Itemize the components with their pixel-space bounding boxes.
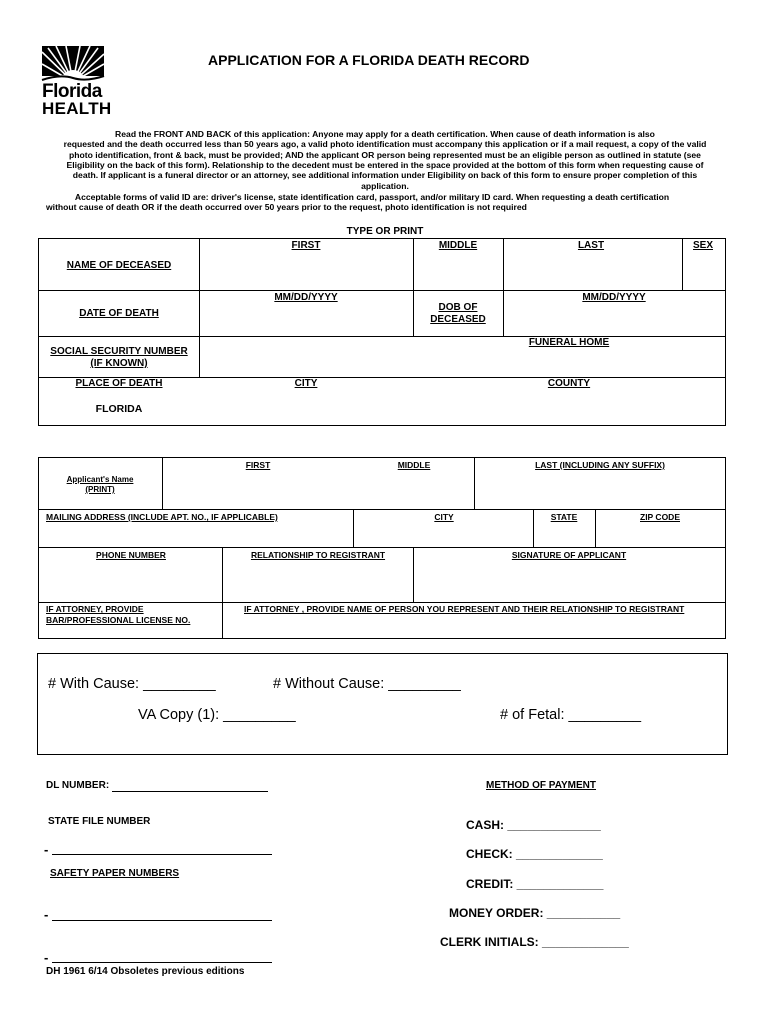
instruction-line-1: Read the FRONT AND BACK of this application: Anyone may apply for a death certification. When cause of death information is also [115,129,655,139]
signature-label: SIGNATURE OF APPLICANT [511,550,627,560]
name-of-deceased-label: NAME OF DECEASED [66,260,172,271]
phone-number-label: PHONE NUMBER [96,550,166,560]
safety-paper-line-1[interactable] [52,920,272,921]
applicant-state-input[interactable] [534,523,594,546]
applicant-name-label-line1: Applicant's Name [66,475,134,484]
place-of-death-label: PLACE OF DEATH [75,378,163,389]
applicant-zip-label: ZIP CODE [640,512,680,522]
instruction-line-6: application. [361,181,409,191]
logo-text-florida: Florida [42,81,102,102]
applicant-city-input[interactable] [354,523,532,546]
attorney-label-line1: IF ATTORNEY, PROVIDE [46,604,144,614]
instruction-line-5: death. If applicant is a funeral director or an attorney, see additional information under Eligibility on back of this form to ensure proper completion of this [72,170,698,180]
money-order-field[interactable]: MONEY ORDER: ___________ [449,906,621,920]
place-of-death-state-value: FLORIDA [95,403,143,415]
state-file-dash: - [44,842,49,857]
mailing-address-label: MAILING ADDRESS (INCLUDE APT. NO., IF APPLICABLE) [46,512,278,522]
applicant-middle-label: MIDDLE [397,460,431,470]
instruction-line-8: without cause of death OR if the death occurred over 50 years prior to the request, photo identification is not required [46,202,527,212]
signature-input[interactable] [414,562,725,601]
deceased-sex-label: SEX [692,240,714,251]
florida-health-logo [40,46,112,118]
without-cause-field[interactable]: # Without Cause: _________ [273,676,461,692]
dl-number-label: DL NUMBER: [46,780,110,791]
sun-icon [40,46,106,86]
place-of-death-city-label: CITY [294,378,318,389]
applicant-zip-input[interactable] [596,523,725,546]
applicant-name-label-line2: (PRINT) [85,485,115,494]
attorney-label-line2: BAR/PROFESSIONAL LICENSE NO. [46,615,191,625]
check-field[interactable]: CHECK: _____________ [466,847,603,861]
attorney-license-input[interactable] [39,626,221,638]
logo-text-health: HEALTH [42,99,112,118]
deceased-middle-name-input[interactable] [414,254,502,289]
applicant-first-label: FIRST [245,460,271,470]
state-file-number-label: STATE FILE NUMBER [48,816,151,827]
deceased-first-name-input[interactable] [200,254,412,289]
dob-label-line1: DOB OF [438,302,478,313]
safety-paper-dash-1: - [44,907,49,922]
deceased-last-name-input[interactable] [504,254,681,289]
place-of-death-county-label: COUNTY [547,378,591,389]
deceased-last-label: LAST [577,240,605,251]
type-or-print-heading: TYPE OR PRINT [346,226,424,237]
instruction-line-7: Acceptable forms of valid ID are: driver's license, state identification card, passport, and/or military ID card. When requesting a death certification [74,192,670,202]
safety-paper-dash-2: - [44,950,49,965]
ssn-label-line1: SOCIAL SECURITY NUMBER [50,346,188,357]
attorney-represent-input[interactable] [223,616,725,638]
state-file-number-line[interactable] [52,854,272,855]
va-copy-field[interactable]: VA Copy (1): _________ [138,707,296,723]
dob-format-label: MM/DD/YYYY [582,292,646,303]
dob-of-deceased-input[interactable] [504,306,725,335]
instruction-line-3: photo identification, front & back, must be provided; AND the applicant OR person being represented must be an eligible person as outlined in statute (see [69,150,701,160]
date-of-death-input[interactable] [200,306,412,335]
dob-label-line2: DECEASED [430,314,486,325]
relationship-input[interactable] [223,562,412,601]
fetal-field[interactable]: # of Fetal: _________ [500,707,642,723]
deceased-middle-label: MIDDLE [438,240,478,251]
relationship-label: RELATIONSHIP TO REGISTRANT [250,550,386,560]
credit-field[interactable]: CREDIT: _____________ [466,877,604,891]
deceased-sex-input[interactable] [683,254,725,289]
ssn-label-line2: (IF KNOWN) [90,358,148,369]
applicant-city-label: CITY [434,512,454,522]
safety-paper-label: SAFETY PAPER NUMBERS [50,868,180,879]
clerk-initials-field[interactable]: CLERK INITIALS: _____________ [440,935,629,949]
applicant-state-label: STATE [550,512,578,522]
safety-paper-line-2[interactable] [52,962,272,963]
cash-field[interactable]: CASH: ______________ [466,818,601,832]
place-of-death-county-input[interactable] [414,392,725,425]
phone-number-input[interactable] [39,562,221,601]
ssn-input[interactable] [200,338,412,376]
fee-box [37,653,728,755]
applicant-last-name-input[interactable] [475,472,725,508]
funeral-home-input[interactable] [414,352,725,376]
date-of-death-label: DATE OF DEATH [79,308,159,319]
applicant-middle-name-input[interactable] [364,472,473,508]
method-of-payment-label: METHOD OF PAYMENT [486,780,597,791]
instruction-line-2: requested and the death occurred less than 50 years ago, a valid photo identification must accompany this application or if a mail request, a copy of the valid [63,139,707,149]
instruction-line-4: Eligibility on the back of this form). Relationship to the decedent must be entered in the space provided at the bottom of this form when requesting cause of [66,160,704,170]
deceased-first-label: FIRST [291,240,321,251]
applicant-last-label: LAST (INCLUDING ANY SUFFIX) [535,460,665,470]
mailing-address-input[interactable] [39,523,352,546]
attorney-represent-label: IF ATTORNEY , PROVIDE NAME OF PERSON YOU REPRESENT AND THEIR RELATIONSHIP TO REGISTRANT [244,604,685,614]
form-id-footer: DH 1961 6/14 Obsoletes previous editions [46,966,245,977]
dl-number-line[interactable] [112,791,268,792]
date-of-death-format-label: MM/DD/YYYY [274,292,338,303]
with-cause-field[interactable]: # With Cause: _________ [48,676,216,692]
funeral-home-label: FUNERAL HOME [528,337,610,348]
applicant-first-name-input[interactable] [163,472,363,508]
page-title: APPLICATION FOR A FLORIDA DEATH RECORD [208,52,530,68]
place-of-death-city-input[interactable] [200,392,412,425]
